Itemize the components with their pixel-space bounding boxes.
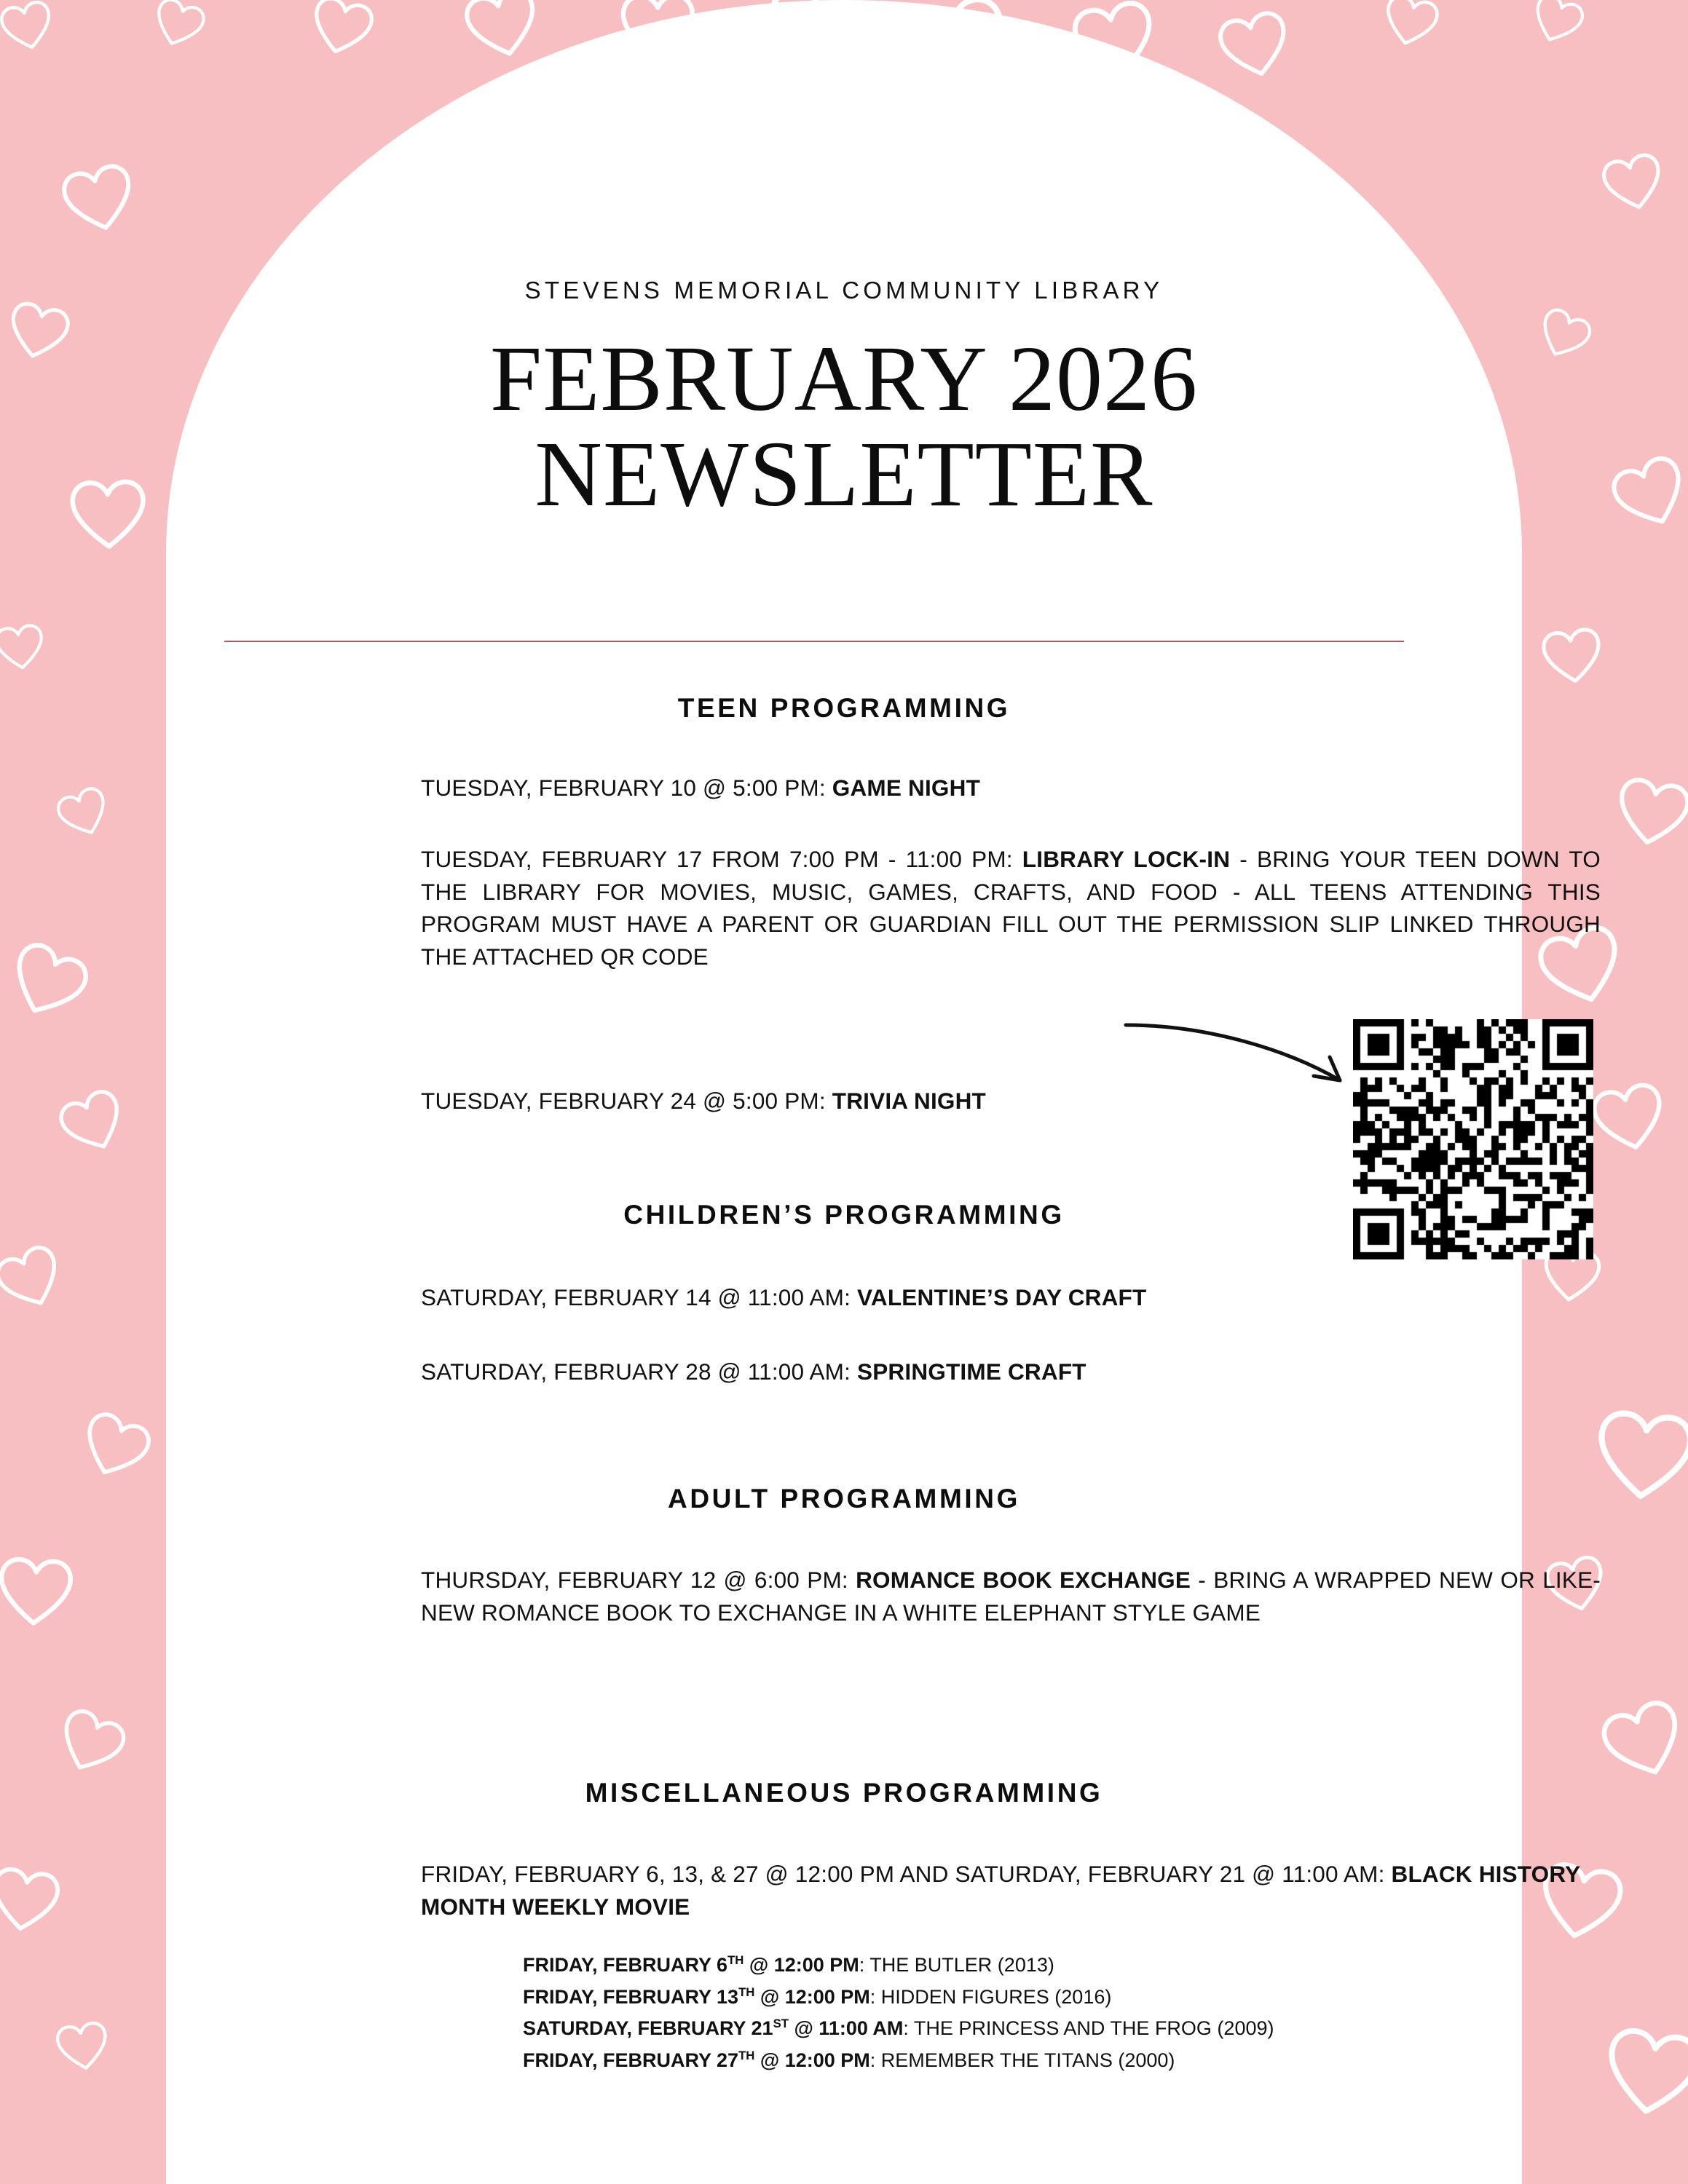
movie-0-time: @ 12:00 PM <box>744 1954 859 1976</box>
movie-0-film: : THE BUTLER (2013) <box>859 1954 1054 1976</box>
list-item <box>523 1950 1601 1982</box>
children-item-1-bold: SPRINGTIME CRAFT <box>857 1358 1086 1385</box>
movie-1-ordinal: TH <box>738 1985 755 1999</box>
newsletter-card <box>166 0 1601 2184</box>
movie-3-film: : REMEMBER THE TITANS (2000) <box>869 2049 1175 2072</box>
teen-item-0 <box>421 772 1601 804</box>
title-line-2: NEWSLETTER <box>535 422 1153 526</box>
heart-icon <box>52 2018 114 2076</box>
movie-3-time: @ 12:00 PM <box>754 2049 870 2072</box>
heart-icon <box>0 933 98 1031</box>
heart-icon <box>1589 1404 1688 1506</box>
teen-item-2-prefix: TUESDAY, FEBRUARY 24 @ 5:00 PM: <box>421 1088 832 1114</box>
heart-icon <box>1529 301 1598 368</box>
teen-item-1-prefix: TUESDAY, FEBRUARY 17 FROM 7:00 PM - 11:00 PM: <box>421 846 1022 872</box>
adult-item-0 <box>421 1564 1601 1629</box>
movie-2-date: SATURDAY, FEBRUARY 21 <box>523 2017 773 2040</box>
misc-item-0-bold: BLACK HISTORY MONTH WEEKLY MOVIE <box>421 1861 1580 1920</box>
heart-icon <box>0 0 59 57</box>
list-item <box>523 1982 1601 2014</box>
header-divider <box>224 641 1404 642</box>
movie-2-time: @ 11:00 AM <box>788 2017 904 2040</box>
movie-2-ordinal: ST <box>773 2017 789 2031</box>
adult-item-0-prefix: THURSDAY, FEBRUARY 12 @ 6:00 PM: <box>421 1567 856 1593</box>
heart-icon <box>1592 1692 1688 1791</box>
section-heading-teen: TEEN PROGRAMMING <box>677 693 1011 723</box>
heart-icon <box>71 1404 159 1489</box>
children-item-0-bold: VALENTINE’S DAY CRAFT <box>857 1284 1147 1310</box>
movie-1-film: : HIDDEN FIGURES (2016) <box>869 1985 1112 2008</box>
heart-icon <box>50 781 117 845</box>
teen-item-2-bold: TRIVIA NIGHT <box>832 1088 986 1114</box>
heart-icon <box>1596 148 1671 218</box>
heart-icon <box>47 1701 134 1785</box>
misc-item-0-prefix: FRIDAY, FEBRUARY 6, 13, & 27 @ 12:00 PM AND SATURDAY, FEBRUARY 21 @ 11:00 AM: <box>421 1861 1392 1887</box>
section-heading-misc: MISCELLANEOUS PROGRAMMING <box>585 1778 1103 1808</box>
movie-3-ordinal: TH <box>738 2049 755 2063</box>
heart-icon <box>67 476 150 552</box>
children-item-1 <box>421 1356 1601 1388</box>
children-item-1-prefix: SATURDAY, FEBRUARY 28 @ 11:00 AM: <box>421 1358 858 1385</box>
teen-item-0-bold: GAME NIGHT <box>832 775 981 801</box>
movie-3-date: FRIDAY, FEBRUARY 27 <box>523 2049 739 2072</box>
heart-icon <box>0 621 48 674</box>
movie-1-date: FRIDAY, FEBRUARY 13 <box>523 1985 739 2008</box>
heart-icon <box>1523 0 1590 52</box>
heart-icon <box>0 1862 66 1938</box>
movie-0-date: FRIDAY, FEBRUARY 6 <box>523 1954 728 1976</box>
page-title <box>166 327 1522 526</box>
movie-2-film: : THE PRINCESS AND THE FROG (2009) <box>903 2017 1274 2040</box>
heart-icon <box>0 1554 76 1630</box>
teen-item-1-suffix: - BRING YOUR TEEN DOWN TO THE LIBRARY FOR MOVIES, MUSIC, GAMES, CRAFTS, AND FOOD - ALL TEENS ATTENDING THIS PROGRAM MUST HAVE A PARENT OR GUARDIAN FILL OUT THE PERMISSION SLIP LINKED THROUGH THE ATTACHED QR CODE <box>421 846 1601 970</box>
children-item-0-prefix: SATURDAY, FEBRUARY 14 @ 11:00 AM: <box>421 1284 858 1310</box>
list-item <box>523 2013 1601 2045</box>
teen-item-1-bold: LIBRARY LOCK-IN <box>1022 846 1231 872</box>
section-heading-children: CHILDREN’S PROGRAMMING <box>623 1200 1065 1230</box>
list-item <box>523 2045 1601 2077</box>
section-heading-adult: ADULT PROGRAMMING <box>668 1484 1020 1514</box>
title-line-1: FEBRUARY 2026 <box>490 327 1198 430</box>
movie-0-ordinal: TH <box>727 1953 744 1967</box>
movie-schedule-list <box>523 1950 1601 2077</box>
heart-icon <box>55 158 143 241</box>
heart-icon <box>0 1238 74 1320</box>
heart-icon <box>1596 2022 1688 2124</box>
heart-icon <box>1603 448 1688 540</box>
teen-item-1 <box>421 843 1601 973</box>
library-name: STEVENS MEMORIAL COMMUNITY LIBRARY <box>524 277 1164 304</box>
adult-item-0-suffix: - BRING A WRAPPED NEW OR LIKE-NEW ROMANCE BOOK TO EXCHANGE IN A WHITE ELEPHANT STYLE GAME <box>421 1567 1601 1626</box>
misc-item-0 <box>421 1858 1601 1923</box>
heart-icon <box>1537 624 1607 689</box>
adult-item-0-bold: ROMANCE BOOK EXCHANGE <box>856 1567 1191 1593</box>
teen-item-0-prefix: TUESDAY, FEBRUARY 10 @ 5:00 PM: <box>421 775 832 801</box>
heart-icon <box>1609 772 1688 853</box>
children-item-0 <box>421 1281 1601 1314</box>
curved-arrow-icon <box>1120 1019 1368 1114</box>
heart-icon <box>52 1082 136 1163</box>
heart-icon <box>1 296 76 367</box>
movie-1-time: @ 12:00 PM <box>754 1985 870 2008</box>
